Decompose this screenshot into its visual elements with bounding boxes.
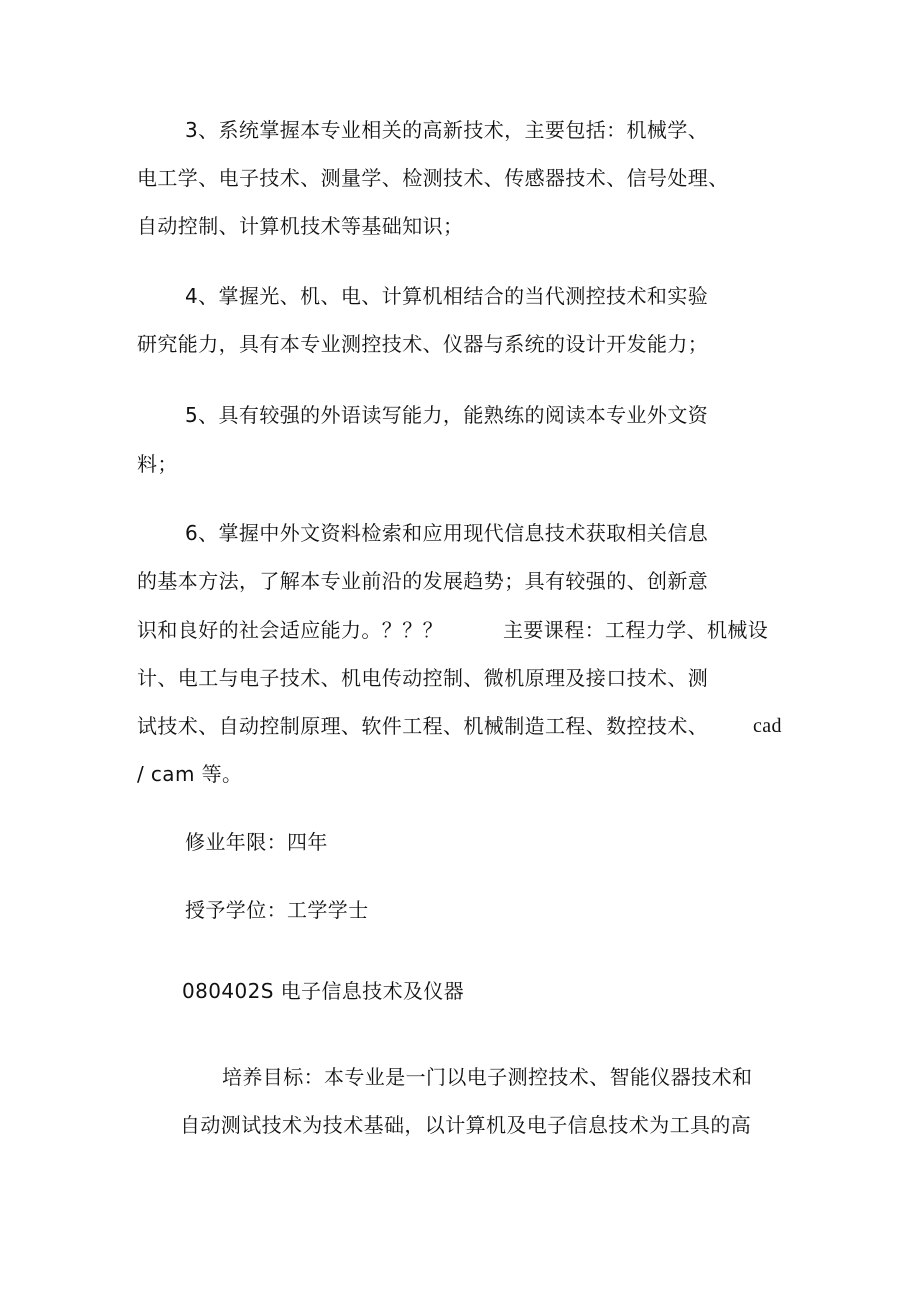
- paragraph-6-line-4: 计、电工与电子技术、机电传动控制、微机原理及接口技术、测: [137, 666, 709, 690]
- paragraph-6-line-2: 的基本方法，了解本专业前沿的发展趋势；具有较强的、创新意: [137, 569, 709, 593]
- paragraph-6-line-1: 6、掌握中外文资料检索和应用现代信息技术获取相关信息: [185, 521, 709, 545]
- main-courses-start: 主要课程：工程力学、机械设: [503, 618, 769, 642]
- objective-line-2: 自动测试技术为技术基础，以计算机及电子信息技术为工具的高: [180, 1113, 752, 1137]
- objective-line-1: 培养目标：本专业是一门以电子测控技术、智能仪器技术和: [222, 1065, 753, 1089]
- paragraph-4-line-2: 研究能力，具有本专业测控技术、仪器与系统的设计开发能力；: [137, 332, 709, 356]
- paragraph-6-line-3: 识和良好的社会适应能力。？？？: [137, 618, 443, 642]
- degree-awarded: 授予学位：工学学士: [185, 898, 369, 922]
- paragraph-6-cad: cad: [753, 715, 782, 737]
- paragraph-4-line-1: 4、掌握光、机、电、计算机相结合的当代测控技术和实验: [185, 284, 709, 308]
- paragraph-5-line-1: 5、具有较强的外语读写能力，能熟练的阅读本专业外文资: [185, 403, 709, 427]
- paragraph-3-line-2: 电工学、电子技术、测量学、检测技术、传感器技术、信号处理、: [137, 166, 729, 190]
- paragraph-6-line-6: / cam 等。: [137, 762, 243, 786]
- paragraph-5-line-2: 料；: [137, 452, 178, 476]
- paragraph-6-line-5: 试技术、自动控制原理、软件工程、机械制造工程、数控技术、: [137, 714, 709, 738]
- paragraph-3-line-1: 3、系统掌握本专业相关的高新技术，主要包括：机械学、: [185, 118, 709, 142]
- study-duration: 修业年限：四年: [185, 830, 328, 854]
- major-heading: 080402S 电子信息技术及仪器: [182, 979, 465, 1003]
- paragraph-3-line-3: 自动控制、计算机技术等基础知识；: [137, 214, 464, 238]
